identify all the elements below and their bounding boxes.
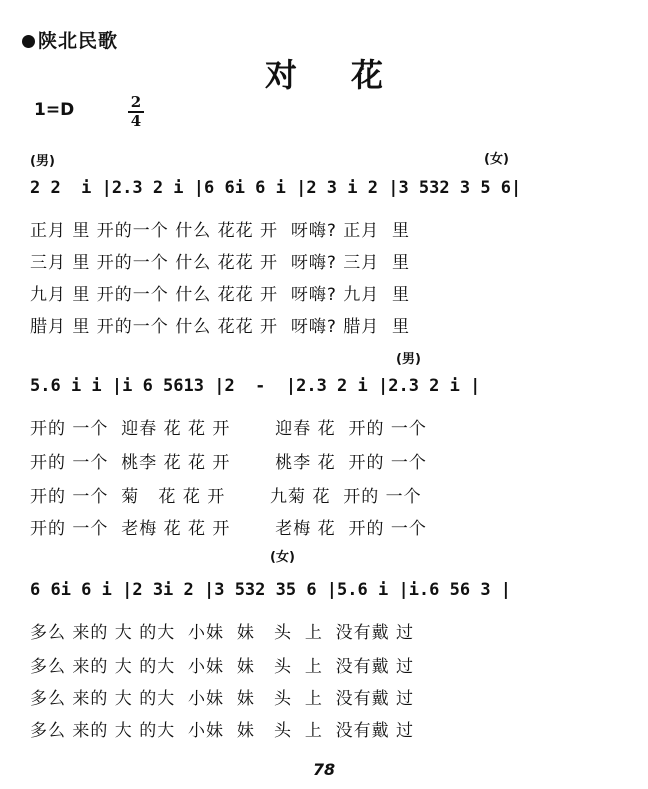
notation-line: 5.6 i i |i 6 5613 |2 - |2.3 2 i |2.3 2 i | (30, 376, 481, 396)
lyric-line: 开的 一个 迎春 花 花 开 迎春 花 开的 一个 (30, 419, 427, 439)
role-label-female: (女) (484, 152, 509, 167)
lyric-line: 开的 一个 桃李 花 花 开 桃李 花 开的 一个 (30, 453, 427, 473)
bullet-icon (22, 35, 35, 48)
role-label-male: (男) (396, 352, 421, 367)
time-signature-bottom: 4 (130, 112, 142, 130)
role-label-male: (男) (30, 154, 55, 169)
lyric-line: 九月 里 开的一个 什么 花花 开 呀嗨? 九月 里 (30, 285, 411, 305)
lyric-line: 腊月 里 开的一个 什么 花花 开 呀嗨? 腊月 里 (30, 317, 411, 337)
time-signature-top: 2 (130, 93, 142, 111)
key-signature: 1=D (34, 100, 75, 120)
lyric-line: 多么 来的 大 的大 小妹 妹 头 上 没有戴 过 (30, 721, 415, 741)
song-title: 对花 (264, 56, 437, 94)
lyric-line: 多么 来的 大 的大 小妹 妹 头 上 没有戴 过 (30, 689, 415, 709)
role-label-female: (女) (270, 550, 295, 565)
lyric-line: 开的 一个 老梅 花 花 开 老梅 花 开的 一个 (30, 519, 427, 539)
notation-line: 2 2 i |2.3 2 i |6 6i 6 i |2 3 i 2 |3 532 3 5 6| (30, 178, 522, 198)
lyric-line: 正月 里 开的一个 什么 花花 开 呀嗨? 正月 里 (30, 221, 411, 241)
time-signature (128, 95, 144, 129)
notation-line: 6 6i 6 i |2 3i 2 |3 532 35 6 |5.6 i |i.6 56 3 | (30, 580, 512, 600)
song-category: 陕北民歌 (22, 26, 118, 53)
page-number: 78 (312, 760, 336, 779)
lyric-line: 三月 里 开的一个 什么 花花 开 呀嗨? 三月 里 (30, 253, 411, 273)
lyric-line: 多么 来的 大 的大 小妹 妹 头 上 没有戴 过 (30, 623, 415, 643)
lyric-line: 多么 来的 大 的大 小妹 妹 头 上 没有戴 过 (30, 657, 415, 677)
lyric-line: 开的 一个 菊 花 花 开 九菊 花 开的 一个 (30, 487, 422, 507)
